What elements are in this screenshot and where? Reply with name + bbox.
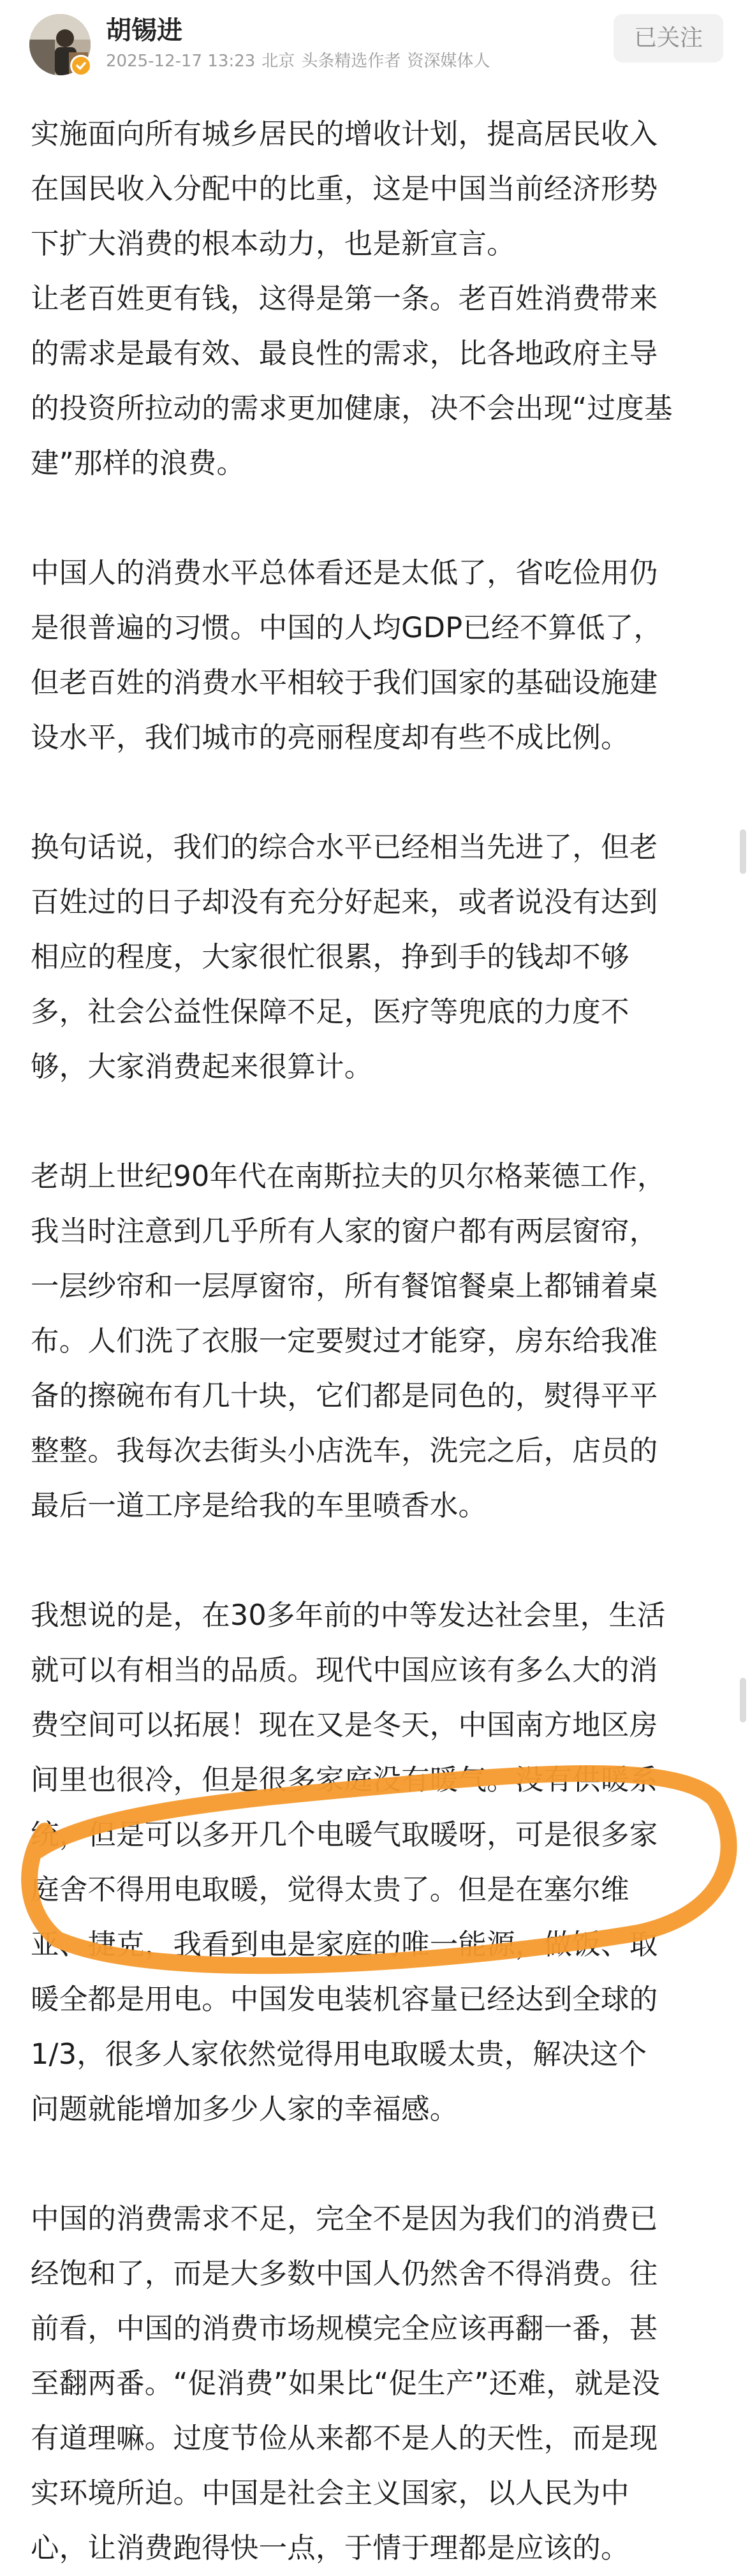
author-name[interactable]: 胡锡进 xyxy=(106,16,182,45)
article-text-line: 换句话说，我们的综合水平已经相当先进了，但老 xyxy=(31,831,658,864)
article-text-line: 让老百姓更有钱，这得是第一条。老百姓消费带来 xyxy=(31,283,658,315)
article-text-line: 我想说的是，在30多年前的中等发达社会里，生活 xyxy=(31,1599,666,1632)
article-text-line: 在国民收入分配中的比重，这是中国当前经济形势 xyxy=(31,173,658,205)
author-badge-media: 资深媒体人 xyxy=(407,52,490,71)
article-text-line: 备的擦碗布有几十块，它们都是同色的，熨得平平 xyxy=(31,1380,658,1412)
article-text-line: 间里也很冷，但是很多家庭没有暖气。没有供暖系 xyxy=(31,1764,658,1796)
follow-button[interactable]: 已关注 xyxy=(614,14,723,63)
article-text-line: 最后一道工序是给我的车里喷香水。 xyxy=(31,1490,487,1522)
article-text-line: 庭舍不得用电取暖，觉得太贵了。但是在塞尔维 xyxy=(31,1874,629,1906)
article-text-line: 下扩大消费的根本动力，也是新宣言。 xyxy=(31,228,515,260)
article-text-line: 中国人的消费水平总体看还是太低了，省吃俭用仍 xyxy=(31,557,658,589)
scroll-indicator[interactable] xyxy=(740,1678,746,1722)
article-text-line: 多，社会公益性保障不足，医疗等兜底的力度不 xyxy=(31,996,629,1028)
article-text-line: 1/3，很多人家依然觉得用电取暖太贵，解决这个 xyxy=(31,2038,647,2071)
scroll-indicator[interactable] xyxy=(740,829,746,874)
post-date: 2025-12-17 13:23 xyxy=(106,52,256,71)
article-text-line: 相应的程度，大家很忙很累，挣到手的钱却不够 xyxy=(31,941,629,973)
article-text-line: 建”那样的浪费。 xyxy=(31,447,246,480)
paragraph-spacer xyxy=(31,766,719,820)
paragraph-spacer xyxy=(31,491,719,546)
article-text-line: 实环境所迫。中国是社会主义国家，以人民为中 xyxy=(31,2477,629,2510)
article-text-line: 是很普遍的习惯。中国的人均GDP已经不算低了， xyxy=(31,612,663,644)
article-text-line: 的需求是最有效、最良性的需求，比各地政府主导 xyxy=(31,337,658,370)
verified-badge-icon xyxy=(70,55,92,77)
paragraph-spacer xyxy=(31,1095,719,1150)
article-text-line: 至翻两番。“促消费”如果比“促生产”还难，就是没 xyxy=(31,2367,661,2400)
article-text-line: 有道理嘛。过度节俭从来都不是人的天性，而是现 xyxy=(31,2422,658,2455)
article-text-line: 够，大家消费起来很算计。 xyxy=(31,1051,373,1083)
article-text-line: 暖全都是用电。中国发电装机容量已经达到全球的 xyxy=(31,1983,658,2016)
article-text-line: 的投资所拉动的需求更加健康，决不会出现“过度基 xyxy=(31,392,673,425)
article-text-line: 心，让消费跑得快一点，于情于理都是应该的。 xyxy=(31,2532,629,2565)
article-text-line: 费空间可以拓展！现在又是冬天，中国南方地区房 xyxy=(31,1709,658,1742)
paragraph-spacer xyxy=(31,1534,719,1588)
article-text-line: 问题就能增加多少人家的幸福感。 xyxy=(31,2093,459,2126)
post-header xyxy=(0,0,750,83)
article-text-line: 布。人们洗了衣服一定要熨过才能穿，房东给我准 xyxy=(31,1325,658,1358)
article-text-line: 统，但是可以多开几个电暖气取暖呀，可是很多家 xyxy=(31,1819,658,1851)
article-text-line: 经饱和了，而是大多数中国人仍然舍不得消费。往 xyxy=(31,2258,658,2290)
article-text-line: 实施面向所有城乡居民的增收计划，提高居民收入 xyxy=(31,118,658,151)
article-text-line: 前看，中国的消费市场规模完全应该再翻一番，甚 xyxy=(31,2313,658,2345)
post-meta xyxy=(106,51,496,71)
article-text-line: 亚、捷克，我看到电是家庭的唯一能源，做饭、取 xyxy=(31,1928,658,1961)
article-text-line: 设水平，我们城市的亮丽程度却有些不成比例。 xyxy=(31,722,629,754)
article-text-line: 中国的消费需求不足，完全不是因为我们的消费已 xyxy=(31,2203,658,2235)
article-text-line: 我当时注意到几乎所有人家的窗户都有两层窗帘， xyxy=(31,1215,658,1248)
paragraph-spacer xyxy=(31,2137,719,2192)
article-text-line: 就可以有相当的品质。现代中国应该有多么大的消 xyxy=(31,1654,658,1687)
article-text-line: 百姓过的日子却没有充分好起来，或者说没有达到 xyxy=(31,886,658,919)
post-location: 北京 xyxy=(261,52,295,71)
article-text-line: 但老百姓的消费水平相较于我们国家的基础设施建 xyxy=(31,667,658,699)
article-text-line: 一层纱帘和一层厚窗帘，所有餐馆餐桌上都铺着桌 xyxy=(31,1270,658,1303)
article-text-line: 整整。我每次去街头小店洗车，洗完之后，店员的 xyxy=(31,1435,658,1467)
author-badge-featured: 头条精选作者 xyxy=(301,52,401,71)
article-text-line: 老胡上世纪90年代在南斯拉夫的贝尔格莱德工作， xyxy=(31,1160,666,1193)
